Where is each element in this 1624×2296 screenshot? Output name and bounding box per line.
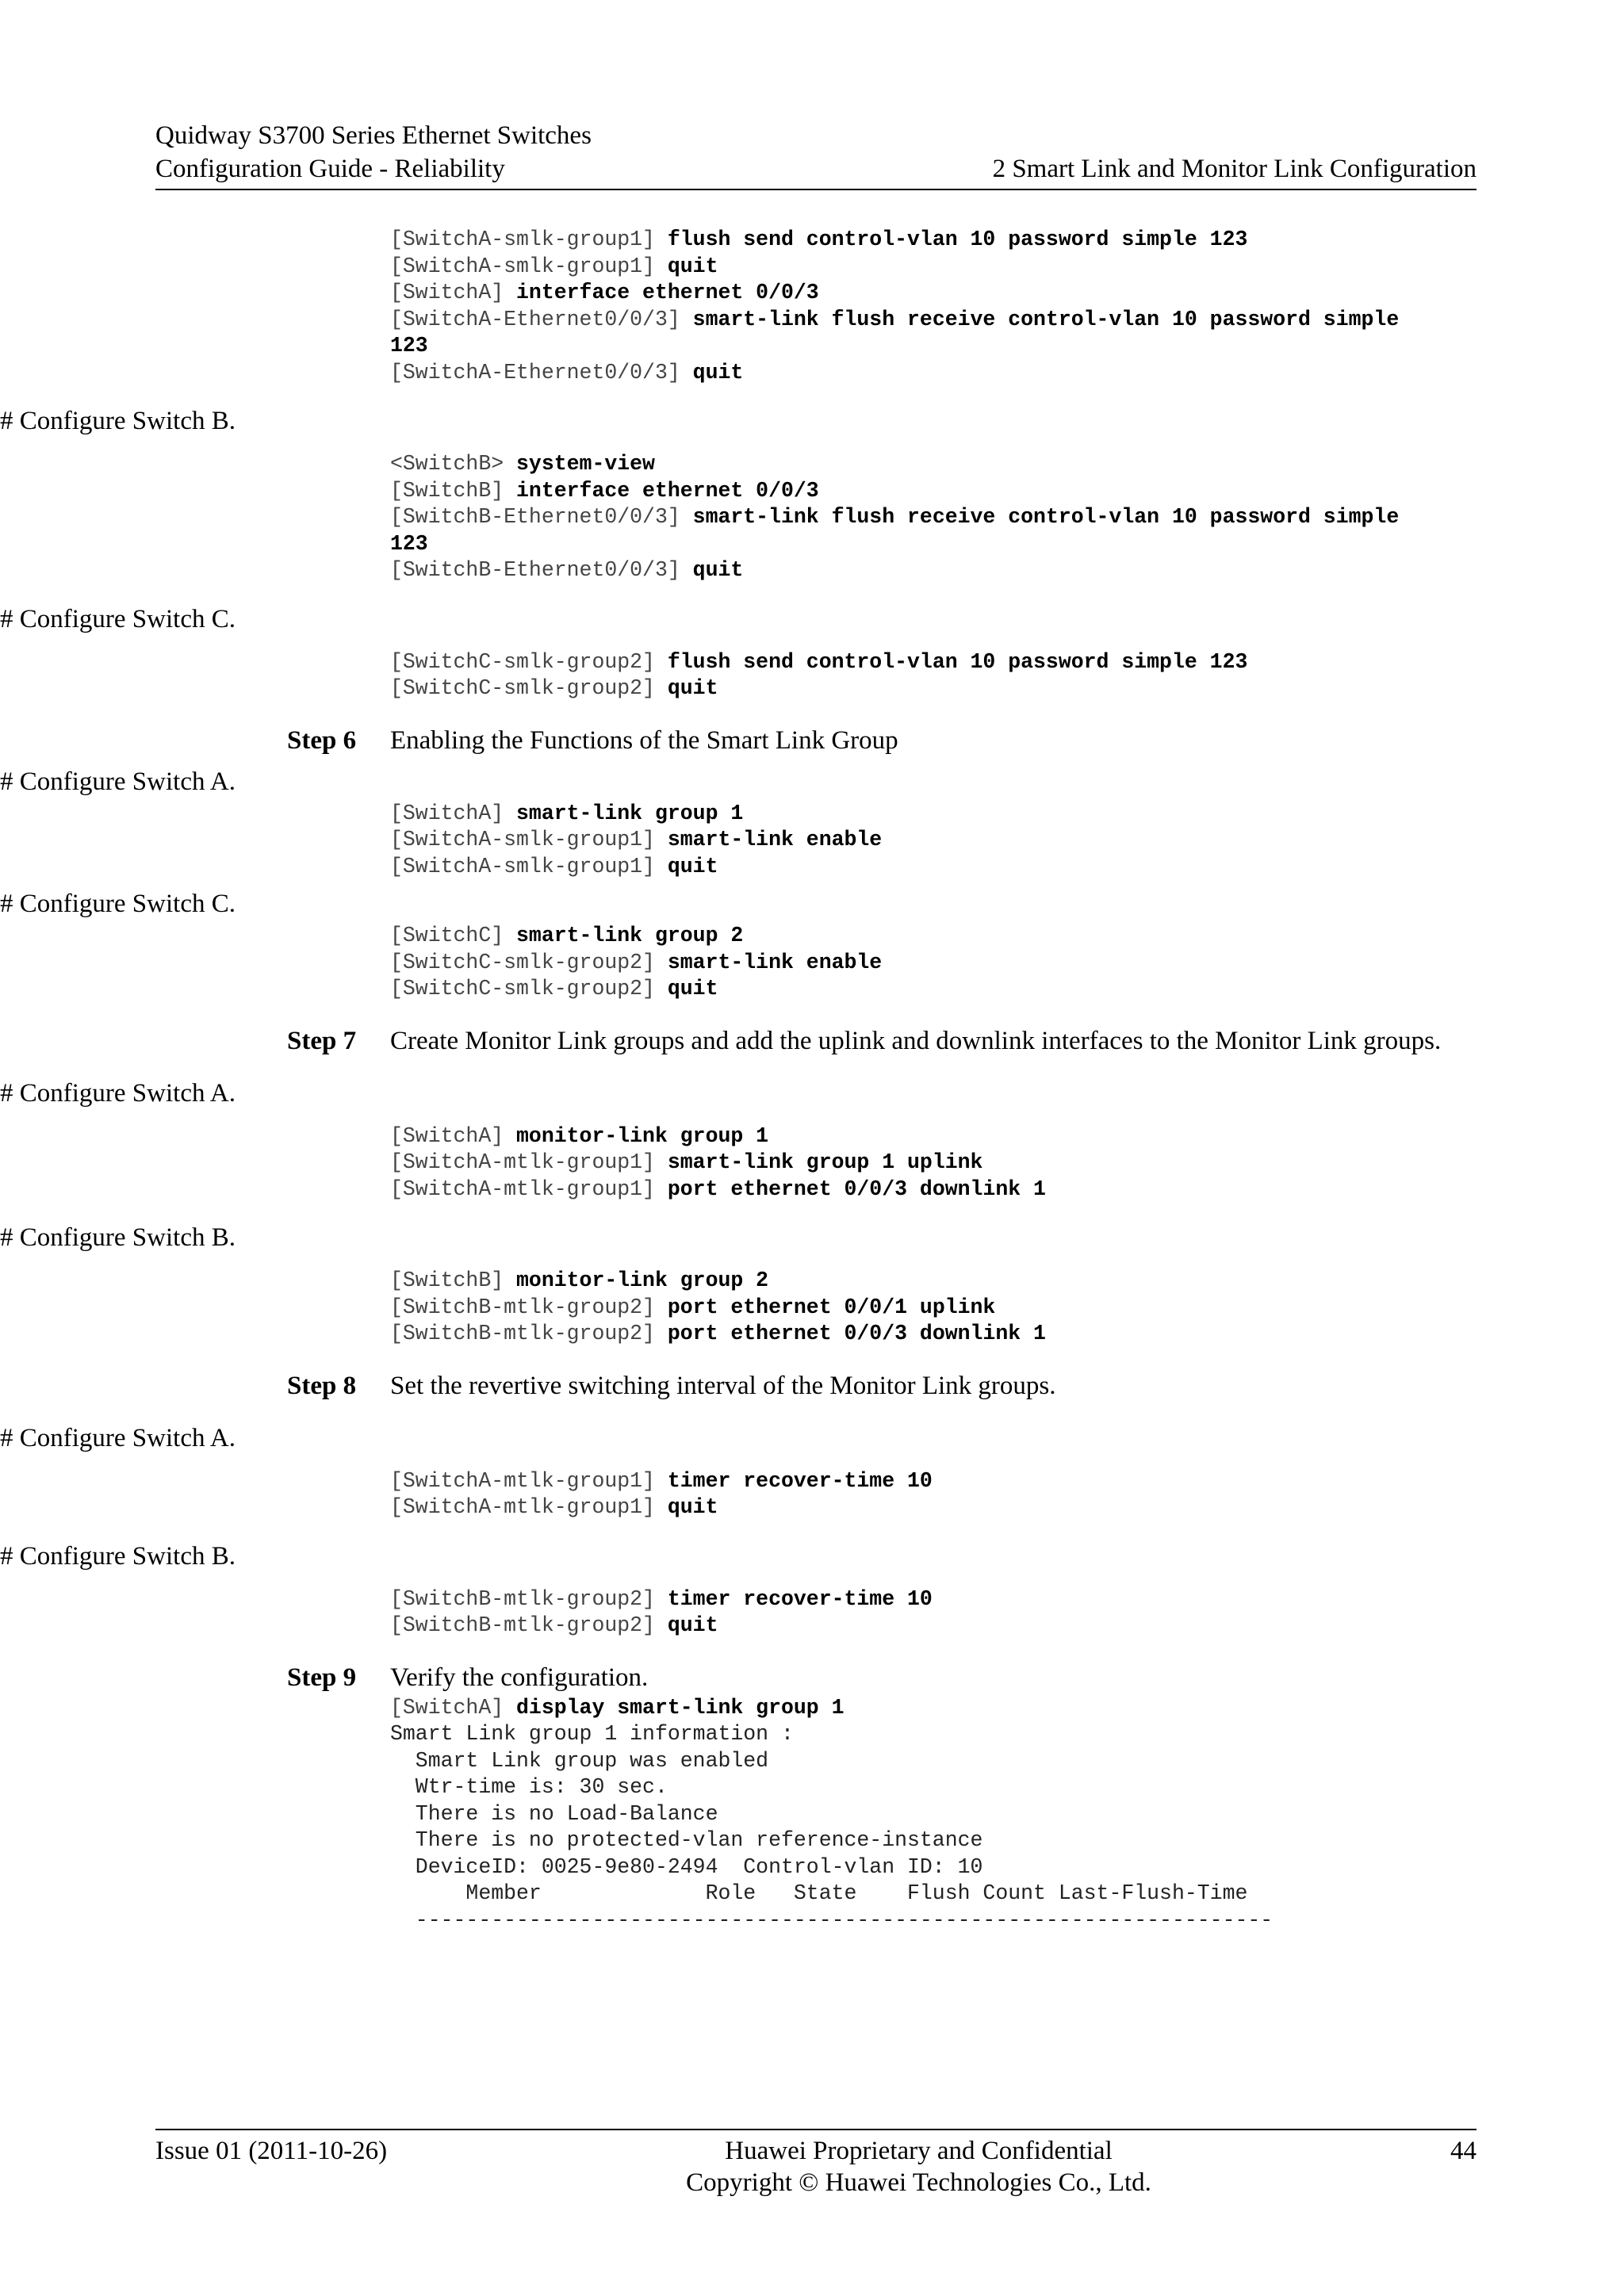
step-label: Step 6 <box>287 725 357 755</box>
cli-prompt: [SwitchB-mtlk-group2] <box>390 1295 668 1319</box>
code-line <box>390 976 1477 1003</box>
footer-copyright: Copyright © Huawei Technologies Co., Ltd. <box>686 2168 1151 2197</box>
step-text: Verify the configuration. <box>390 1663 649 1692</box>
cli-prompt: [SwitchA-mtlk-group1] <box>390 1150 668 1174</box>
code-block <box>390 451 1477 584</box>
cli-prompt: [SwitchB-Ethernet0/0/3] <box>390 505 693 529</box>
cli-command: flush send control-vlan 10 password simple 123 <box>667 228 1248 251</box>
cli-prompt: [SwitchC-smlk-group2] <box>390 977 668 1001</box>
cli-prompt: [SwitchA] <box>390 801 517 825</box>
cli-prompt: [SwitchC-smlk-group2] <box>390 950 668 974</box>
code-line <box>390 1613 1477 1640</box>
cli-command: 123 <box>390 531 428 556</box>
code-line <box>390 307 1477 334</box>
code-line <box>390 280 1477 307</box>
code-block <box>390 1468 1477 1521</box>
code-line <box>390 531 1477 558</box>
code-line <box>390 227 1477 254</box>
header-chapter: 2 Smart Link and Monitor Link Configuration <box>992 155 1477 183</box>
code-line <box>390 254 1477 281</box>
code-line <box>390 478 1477 505</box>
code-block <box>390 1123 1477 1203</box>
cli-command: quit <box>667 854 718 878</box>
cli-prompt: [SwitchA-Ethernet0/0/3] <box>390 307 693 331</box>
step-text: Create Monitor Link groups and add the uplink and downlink interfaces to the Monitor Link groups. <box>390 1026 1442 1055</box>
cli-command: quit <box>667 254 718 278</box>
header-product: Quidway S3700 Series Ethernet Switches <box>155 121 592 150</box>
code-line <box>390 360 1477 387</box>
code-line <box>390 1295 1477 1322</box>
code-line <box>390 1268 1477 1295</box>
cli-command: quit <box>692 360 744 385</box>
code-block <box>390 1586 1477 1640</box>
cli-prompt: [SwitchC-smlk-group2] <box>390 676 668 700</box>
cli-command: smart-link enable <box>667 950 883 974</box>
cli-command: quit <box>692 558 744 582</box>
code-line <box>390 1321 1477 1348</box>
comment-configure-a: # Configure Switch A. <box>0 1078 236 1108</box>
code-line <box>390 333 1477 360</box>
step-label: Step 9 <box>287 1663 357 1692</box>
code-line <box>390 504 1477 531</box>
step-6 <box>287 723 1477 758</box>
comment-configure-b: # Configure Switch B. <box>0 1223 236 1252</box>
step-text: Enabling the Functions of the Smart Link Group <box>390 725 898 755</box>
step-8 <box>287 1368 1477 1403</box>
code-block <box>390 649 1477 702</box>
cli-command: monitor-link group 2 <box>516 1269 769 1292</box>
cli-prompt: [SwitchA-mtlk-group1] <box>390 1495 668 1519</box>
cli-command: quit <box>667 676 718 700</box>
code-block <box>390 801 1477 881</box>
step-text: Set the revertive switching interval of the Monitor Link groups. <box>390 1371 1056 1400</box>
comment-configure-b: # Configure Switch B. <box>0 407 236 435</box>
code-line <box>390 827 1477 854</box>
code-line <box>390 649 1477 676</box>
step-label: Step 7 <box>287 1026 357 1055</box>
footer-issue: Issue 01 (2011-10-26) <box>155 2137 388 2165</box>
code-line <box>390 1586 1477 1613</box>
code-block <box>390 923 1477 1003</box>
cli-prompt: [SwitchC-smlk-group2] <box>390 649 668 674</box>
cli-prompt: [SwitchB-mtlk-group2] <box>390 1322 668 1345</box>
cli-command: system-view <box>516 452 655 476</box>
cli-command: timer recover-time 10 <box>667 1586 933 1611</box>
cli-command: smart-link enable <box>667 828 883 851</box>
page-header <box>155 119 1477 190</box>
cli-command: smart-link flush receive control-vlan 10 password simple <box>692 307 1400 331</box>
header-rule <box>155 189 1477 190</box>
comment-configure-a: # Configure Switch A. <box>0 1423 236 1452</box>
comment-configure-b: # Configure Switch B. <box>0 1541 236 1571</box>
comment-configure-c: # Configure Switch C. <box>0 604 236 633</box>
header-guide: Configuration Guide - Reliability <box>155 155 505 183</box>
code-line <box>390 1123 1477 1150</box>
cli-command: port ethernet 0/0/3 downlink 1 <box>667 1177 1046 1201</box>
cli-prompt: <SwitchB> <box>390 452 517 476</box>
cli-prompt: [SwitchA] <box>390 1123 517 1148</box>
page-footer <box>155 2129 1477 2198</box>
cli-command: port ethernet 0/0/3 downlink 1 <box>667 1322 1046 1345</box>
code-line <box>390 854 1477 881</box>
code-block <box>390 1268 1477 1348</box>
code-line <box>390 950 1477 977</box>
code-line <box>390 1468 1477 1495</box>
cli-command: smart-link flush receive control-vlan 10 password simple <box>692 505 1400 529</box>
cli-prompt: [SwitchA] <box>390 1695 517 1720</box>
cli-prompt: [SwitchA-smlk-group1] <box>390 828 668 851</box>
footer-rule <box>155 2129 1477 2130</box>
cli-prompt: [SwitchA-smlk-group1] <box>390 254 668 278</box>
cli-output: Smart Link group 1 information : Smart Link group was enabled Wtr-time is: 30 sec. There is no Load-Balance There is no protected-vlan reference-instance DeviceID: 0025-9e80-2494 Control-vlan ID: 10 Member Role State Flush Count Last-Flush-Time -------------------------------------------------------------------- <box>390 1722 1274 1932</box>
cli-command: smart-link group 2 <box>516 924 744 947</box>
cli-prompt: [SwitchA-smlk-group1] <box>390 228 668 251</box>
cli-command: interface ethernet 0/0/3 <box>516 281 819 304</box>
cli-prompt: [SwitchA-smlk-group1] <box>390 854 668 878</box>
code-line <box>390 557 1477 584</box>
footer-center <box>686 2135 1151 2198</box>
footer-row <box>155 2135 1477 2198</box>
cli-command: flush send control-vlan 10 password simple 123 <box>667 649 1248 674</box>
step-7 <box>287 1024 1477 1058</box>
cli-command: timer recover-time 10 <box>667 1468 933 1493</box>
cli-command: monitor-link group 1 <box>516 1123 769 1148</box>
cli-prompt: [SwitchB] <box>390 478 517 503</box>
code-line <box>390 923 1477 950</box>
footer-confidential: Huawei Proprietary and Confidential <box>725 2137 1113 2165</box>
cli-prompt: [SwitchA-mtlk-group1] <box>390 1468 668 1493</box>
code-line <box>390 1177 1477 1203</box>
step-label: Step 8 <box>287 1371 357 1400</box>
cli-command: smart-link group 1 <box>516 801 744 825</box>
display-output-block <box>390 1695 1477 1934</box>
cli-command: port ethernet 0/0/1 uplink <box>667 1295 996 1319</box>
page-content <box>0 227 1624 1934</box>
step-9 <box>287 1660 1477 1695</box>
header-row <box>155 152 1477 186</box>
cli-command: quit <box>667 1613 718 1637</box>
cli-command: interface ethernet 0/0/3 <box>516 478 819 503</box>
cli-prompt: [SwitchA-mtlk-group1] <box>390 1177 668 1201</box>
code-block <box>390 227 1477 386</box>
cli-command: 123 <box>390 334 428 358</box>
cli-prompt: [SwitchA-Ethernet0/0/3] <box>390 360 693 385</box>
cli-prompt: [SwitchB-Ethernet0/0/3] <box>390 558 693 582</box>
cli-command: quit <box>667 977 718 1001</box>
cli-prompt: [SwitchB-mtlk-group2] <box>390 1613 668 1637</box>
comment-configure-c: # Configure Switch C. <box>0 890 236 918</box>
code-line <box>390 675 1477 702</box>
code-line <box>390 1494 1477 1521</box>
code-line <box>390 801 1477 828</box>
cli-command: smart-link group 1 uplink <box>667 1150 983 1174</box>
cli-prompt: [SwitchB-mtlk-group2] <box>390 1586 668 1611</box>
cli-command: quit <box>667 1495 718 1519</box>
cli-prompt: [SwitchC] <box>390 924 517 947</box>
cli-prompt: [SwitchB] <box>390 1269 517 1292</box>
cli-command: display smart-link group 1 <box>516 1695 845 1720</box>
cli-prompt: [SwitchA] <box>390 281 517 304</box>
code-line <box>390 1150 1477 1177</box>
page-number: 44 <box>1450 2137 1477 2165</box>
comment-configure-a: # Configure Switch A. <box>0 767 236 796</box>
code-line <box>390 451 1477 478</box>
